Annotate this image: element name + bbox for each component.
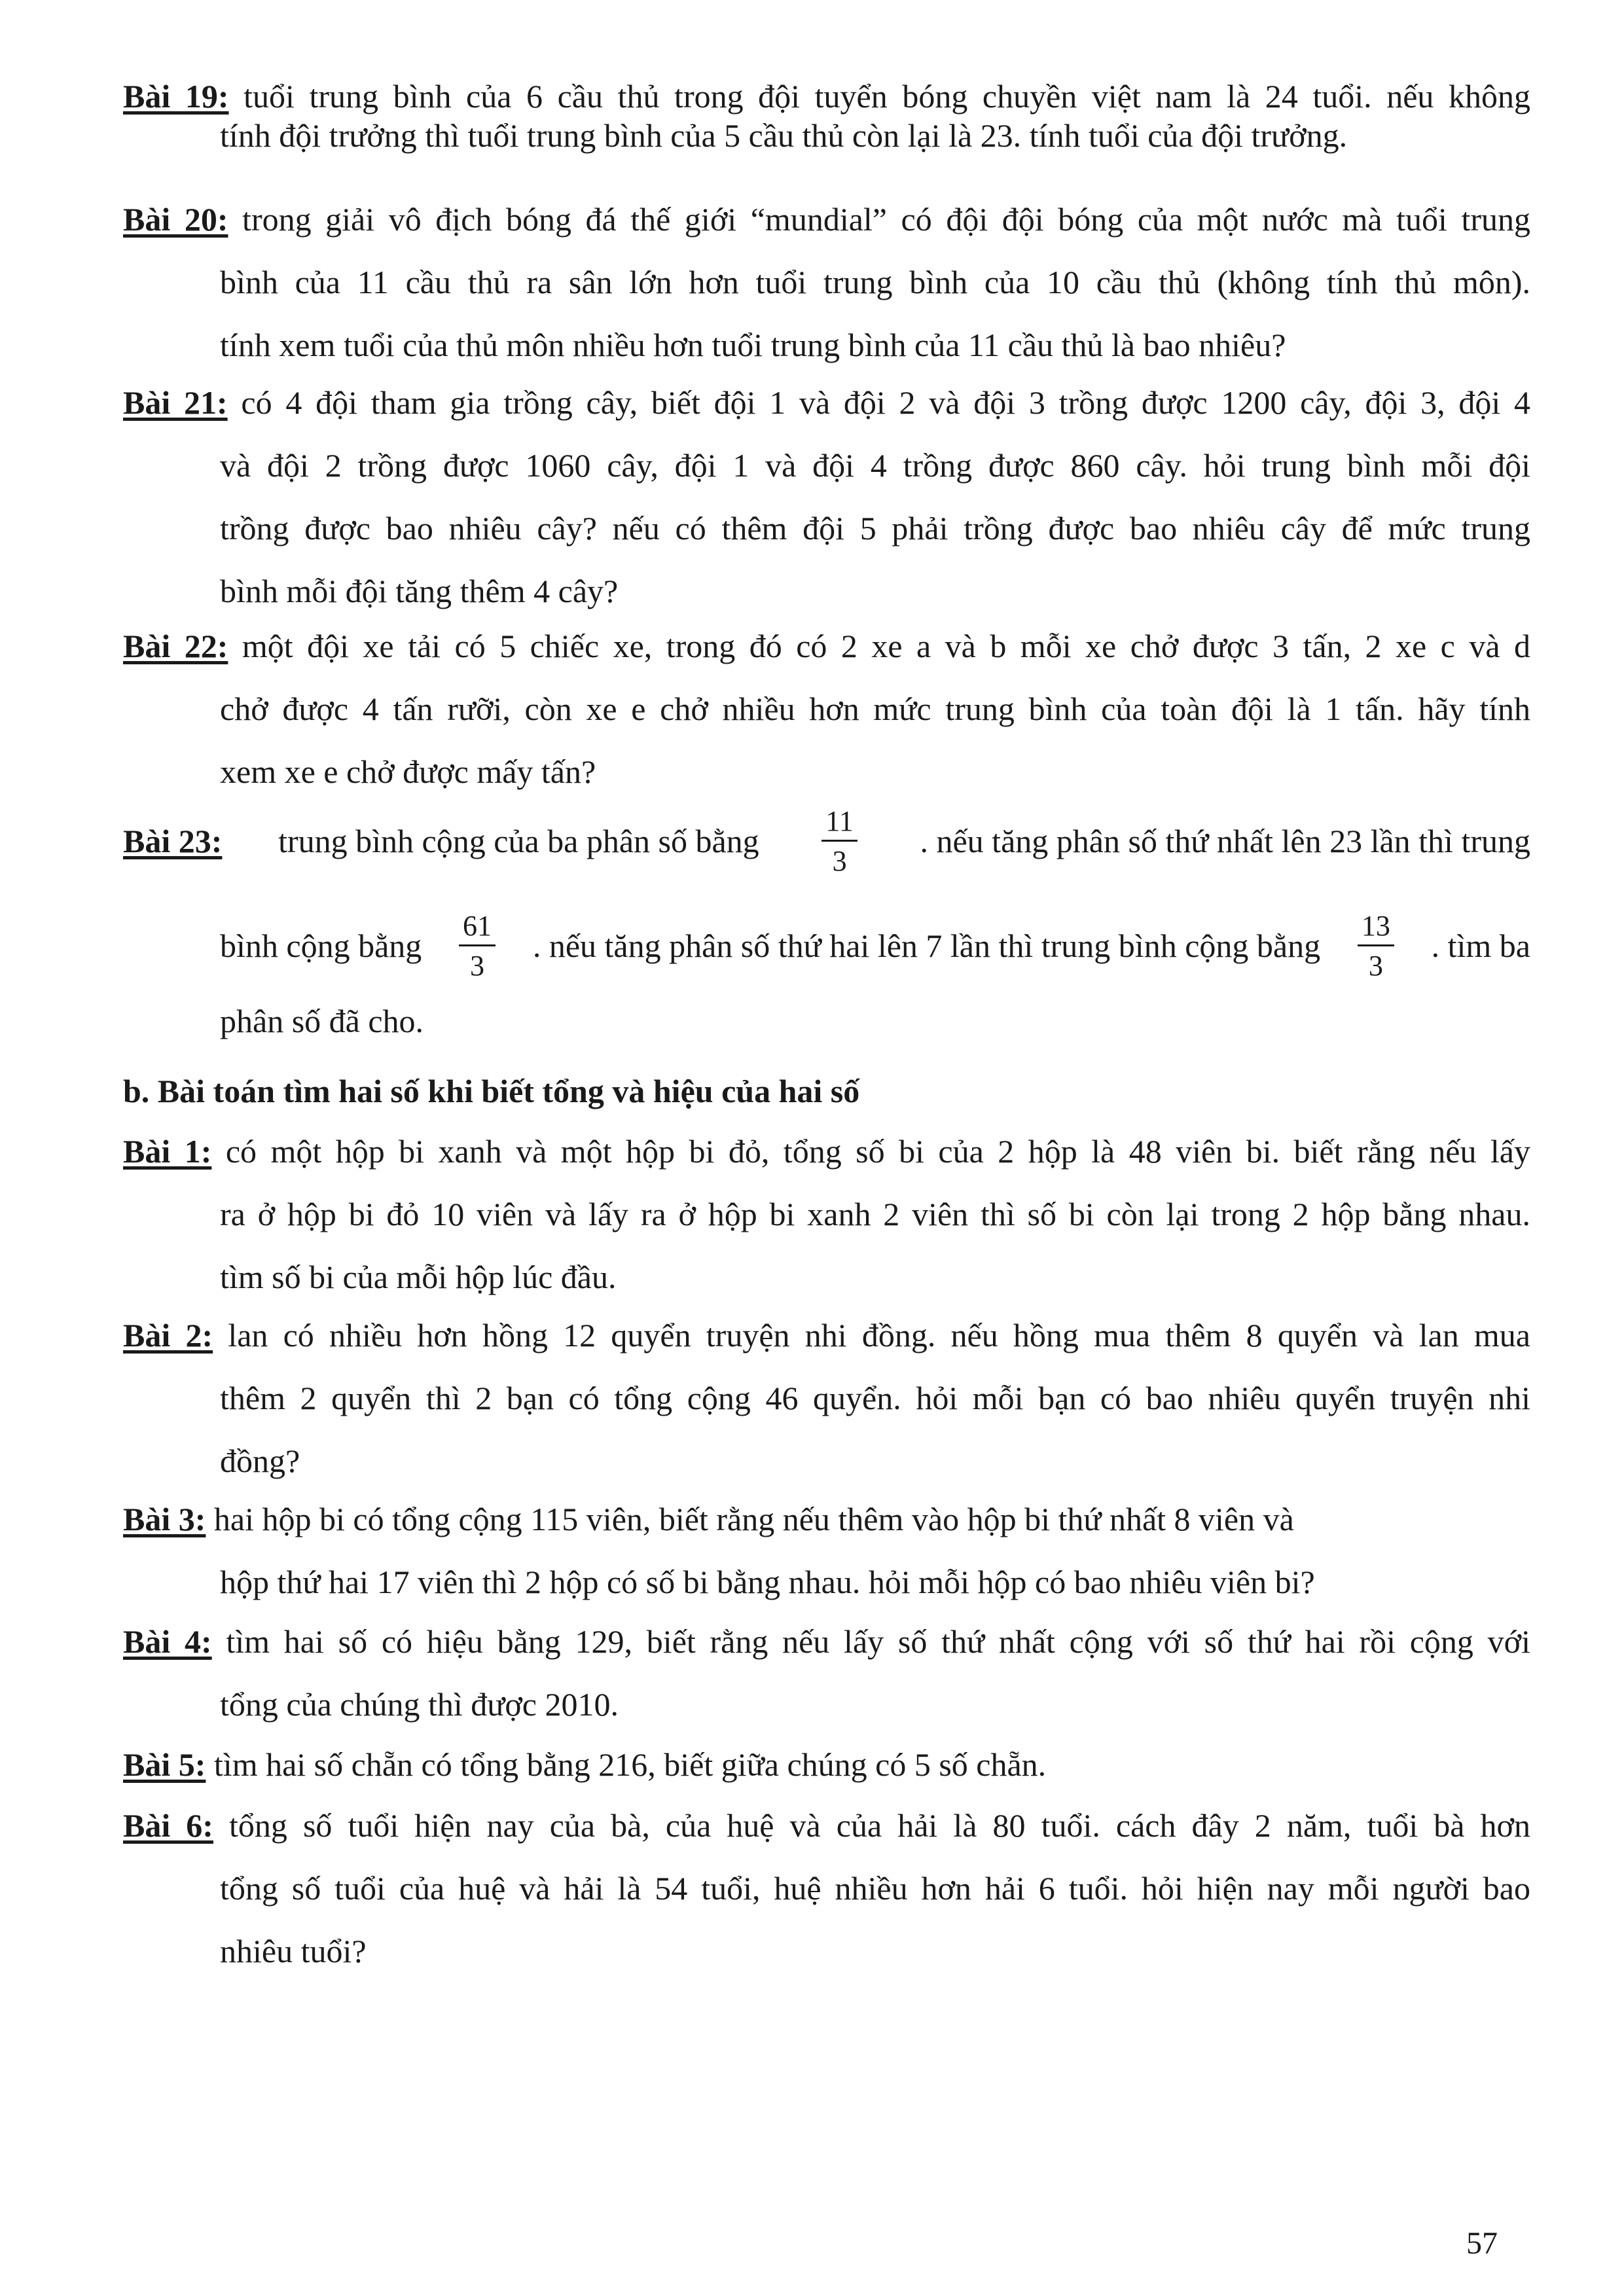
problem-19 [123,77,1530,155]
problem-label: Bài 23: [123,823,223,859]
problem-22 [123,626,1530,791]
problem-line: Bài 21: có 4 đội tham gia trồng cây, biết đội 1 và đội 2 và đội 3 trồng được 1200 cây, đội 3, đội 4 [123,384,1530,421]
problem-label: Bài 3: [123,1501,206,1537]
problem-label: Bài 22: [123,628,228,664]
problem-b6 [123,1806,1530,1971]
problem-line: Bài 19: tuổi trung bình của 6 cầu thủ trong đội tuyển bóng chuyền việt nam là 24 tuổi. nếu không [123,78,1530,115]
problem-line: Bài 23: trung bình cộng của ba phân số bằng $\frac{11}{3}$ . nếu tăng phân số thứ nhất lên 23 lần thì trung [123,804,1530,877]
problem-b3 [123,1499,1530,1602]
problem-23 [123,805,1530,1041]
problem-line: hộp thứ hai 17 viên thì 2 hộp có số bi bằng nhau. hỏi mỗi hộp có bao nhiêu viên bi? [220,1564,1315,1600]
problem-20 [123,200,1530,365]
problem-label: Bài 19: [123,78,229,115]
problem-line: trồng được bao nhiêu cây? nếu có thêm đội 5 phải trồng được bao nhiêu cây để mức trung [220,510,1530,547]
problem-line: Bài 4: tìm hai số có hiệu bằng 129, biết rằng nếu lấy số thứ nhất cộng với số thứ hai rồi cộng với [123,1623,1530,1660]
problem-line: xem xe e chở được mấy tấn? [220,753,596,790]
problem-line: tìm số bi của mỗi hộp lúc đầu. [220,1259,617,1295]
problem-line: tổng của chúng thì được 2010. [220,1686,619,1723]
section-heading: b. Bài toán tìm hai số khi biết tổng và hiệu của hai số [123,1073,860,1109]
problem-line: thêm 2 quyển thì 2 bạn có tổng cộng 46 quyển. hỏi mỗi bạn có bao nhiêu quyển truyện nhi [220,1380,1530,1416]
problem-line: bình cộng bằng $\frac{61}{3}$ . nếu tăng phân số thứ hai lên 7 lần thì trung bình cộng bằng $\frac{13}{3}$ . tìm ba [220,909,1530,982]
fraction-61-3: $\frac{61}{3}$ [459,910,496,982]
problem-b2 [123,1316,1530,1480]
problem-line: Bài 22: một đội xe tải có 5 chiếc xe, trong đó có 2 xe a và b mỗi xe chở được 3 tấn, 2 xe c và d [123,628,1530,664]
problem-label: Bài 21: [123,384,228,421]
problem-21 [123,383,1530,611]
fraction-13-3: $\frac{13}{3}$ [1358,910,1394,982]
problem-label: Bài 20: [123,201,228,238]
problem-label: Bài 5: [123,1746,206,1783]
problem-line: tổng số tuổi của huệ và hải là 54 tuổi, huệ nhiều hơn hải 6 tuổi. hỏi hiện nay mỗi người bao [220,1870,1530,1907]
problem-line: bình mỗi đội tăng thêm 4 cây? [220,573,619,609]
problem-line: và đội 2 trồng được 1060 cây, đội 1 và đội 4 trồng được 860 cây. hỏi trung bình mỗi đội [220,447,1530,484]
problem-label: Bài 4: [123,1623,212,1660]
problem-line: đồng? [220,1443,300,1479]
page-number: 57 [1466,2226,1498,2261]
problem-b4 [123,1622,1530,1724]
problem-line: Bài 3: hai hộp bi có tổng cộng 115 viên, biết rằng nếu thêm vào hộp bi thứ nhất 8 viên và [123,1501,1294,1537]
problem-line: tính đội trưởng thì tuổi trung bình của 5 cầu thủ còn lại là 23. tính tuổi của đội trưởng. [220,117,1348,154]
problem-label: Bài 6: [123,1807,213,1844]
problem-line: Bài 5: tìm hai số chẵn có tổng bằng 216, biết giữa chúng có 5 số chẵn. [123,1746,1047,1783]
problem-label: Bài 2: [123,1317,213,1354]
problem-line: Bài 2: lan có nhiều hơn hồng 12 quyển truyện nhi đồng. nếu hồng mua thêm 8 quyển và lan mua [123,1317,1530,1354]
problem-line: ra ở hộp bi đỏ 10 viên và lấy ra ở hộp bi xanh 2 viên thì số bi còn lại trong 2 hộp bằng nhau. [220,1196,1530,1232]
problem-line: phân số đã cho. [220,1003,424,1039]
problem-line: Bài 1: có một hộp bi xanh và một hộp bi đỏ, tổng số bi của 2 hộp là 48 viên bi. biết rằng nếu lấy [123,1133,1531,1170]
problem-b5 [123,1745,1530,1784]
problem-b1 [123,1132,1530,1297]
problem-line: Bài 6: tổng số tuổi hiện nay của bà, của huệ và của hải là 80 tuổi. cách đây 2 năm, tuổi bà hơn [123,1807,1530,1844]
problem-line: bình của 11 cầu thủ ra sân lớn hơn tuổi trung bình của 10 cầu thủ (không tính thủ môn). [220,264,1530,300]
problem-line: tính xem tuổi của thủ môn nhiều hơn tuổi trung bình của 11 cầu thủ là bao nhiêu? [220,327,1286,363]
problem-line: chở được 4 tấn rưỡi, còn xe e chở nhiều hơn mức trung bình của toàn đội là 1 tấn. hãy tính [220,691,1530,727]
fraction-11-3: $\frac{11}{3}$ [821,806,857,877]
problem-line: nhiêu tuổi? [220,1933,367,1969]
problem-label: Bài 1: [123,1133,212,1170]
problem-line: Bài 20: trong giải vô địch bóng đá thế giới “mundial” có đội đội bóng của một nước mà tuổi trung [123,201,1530,238]
